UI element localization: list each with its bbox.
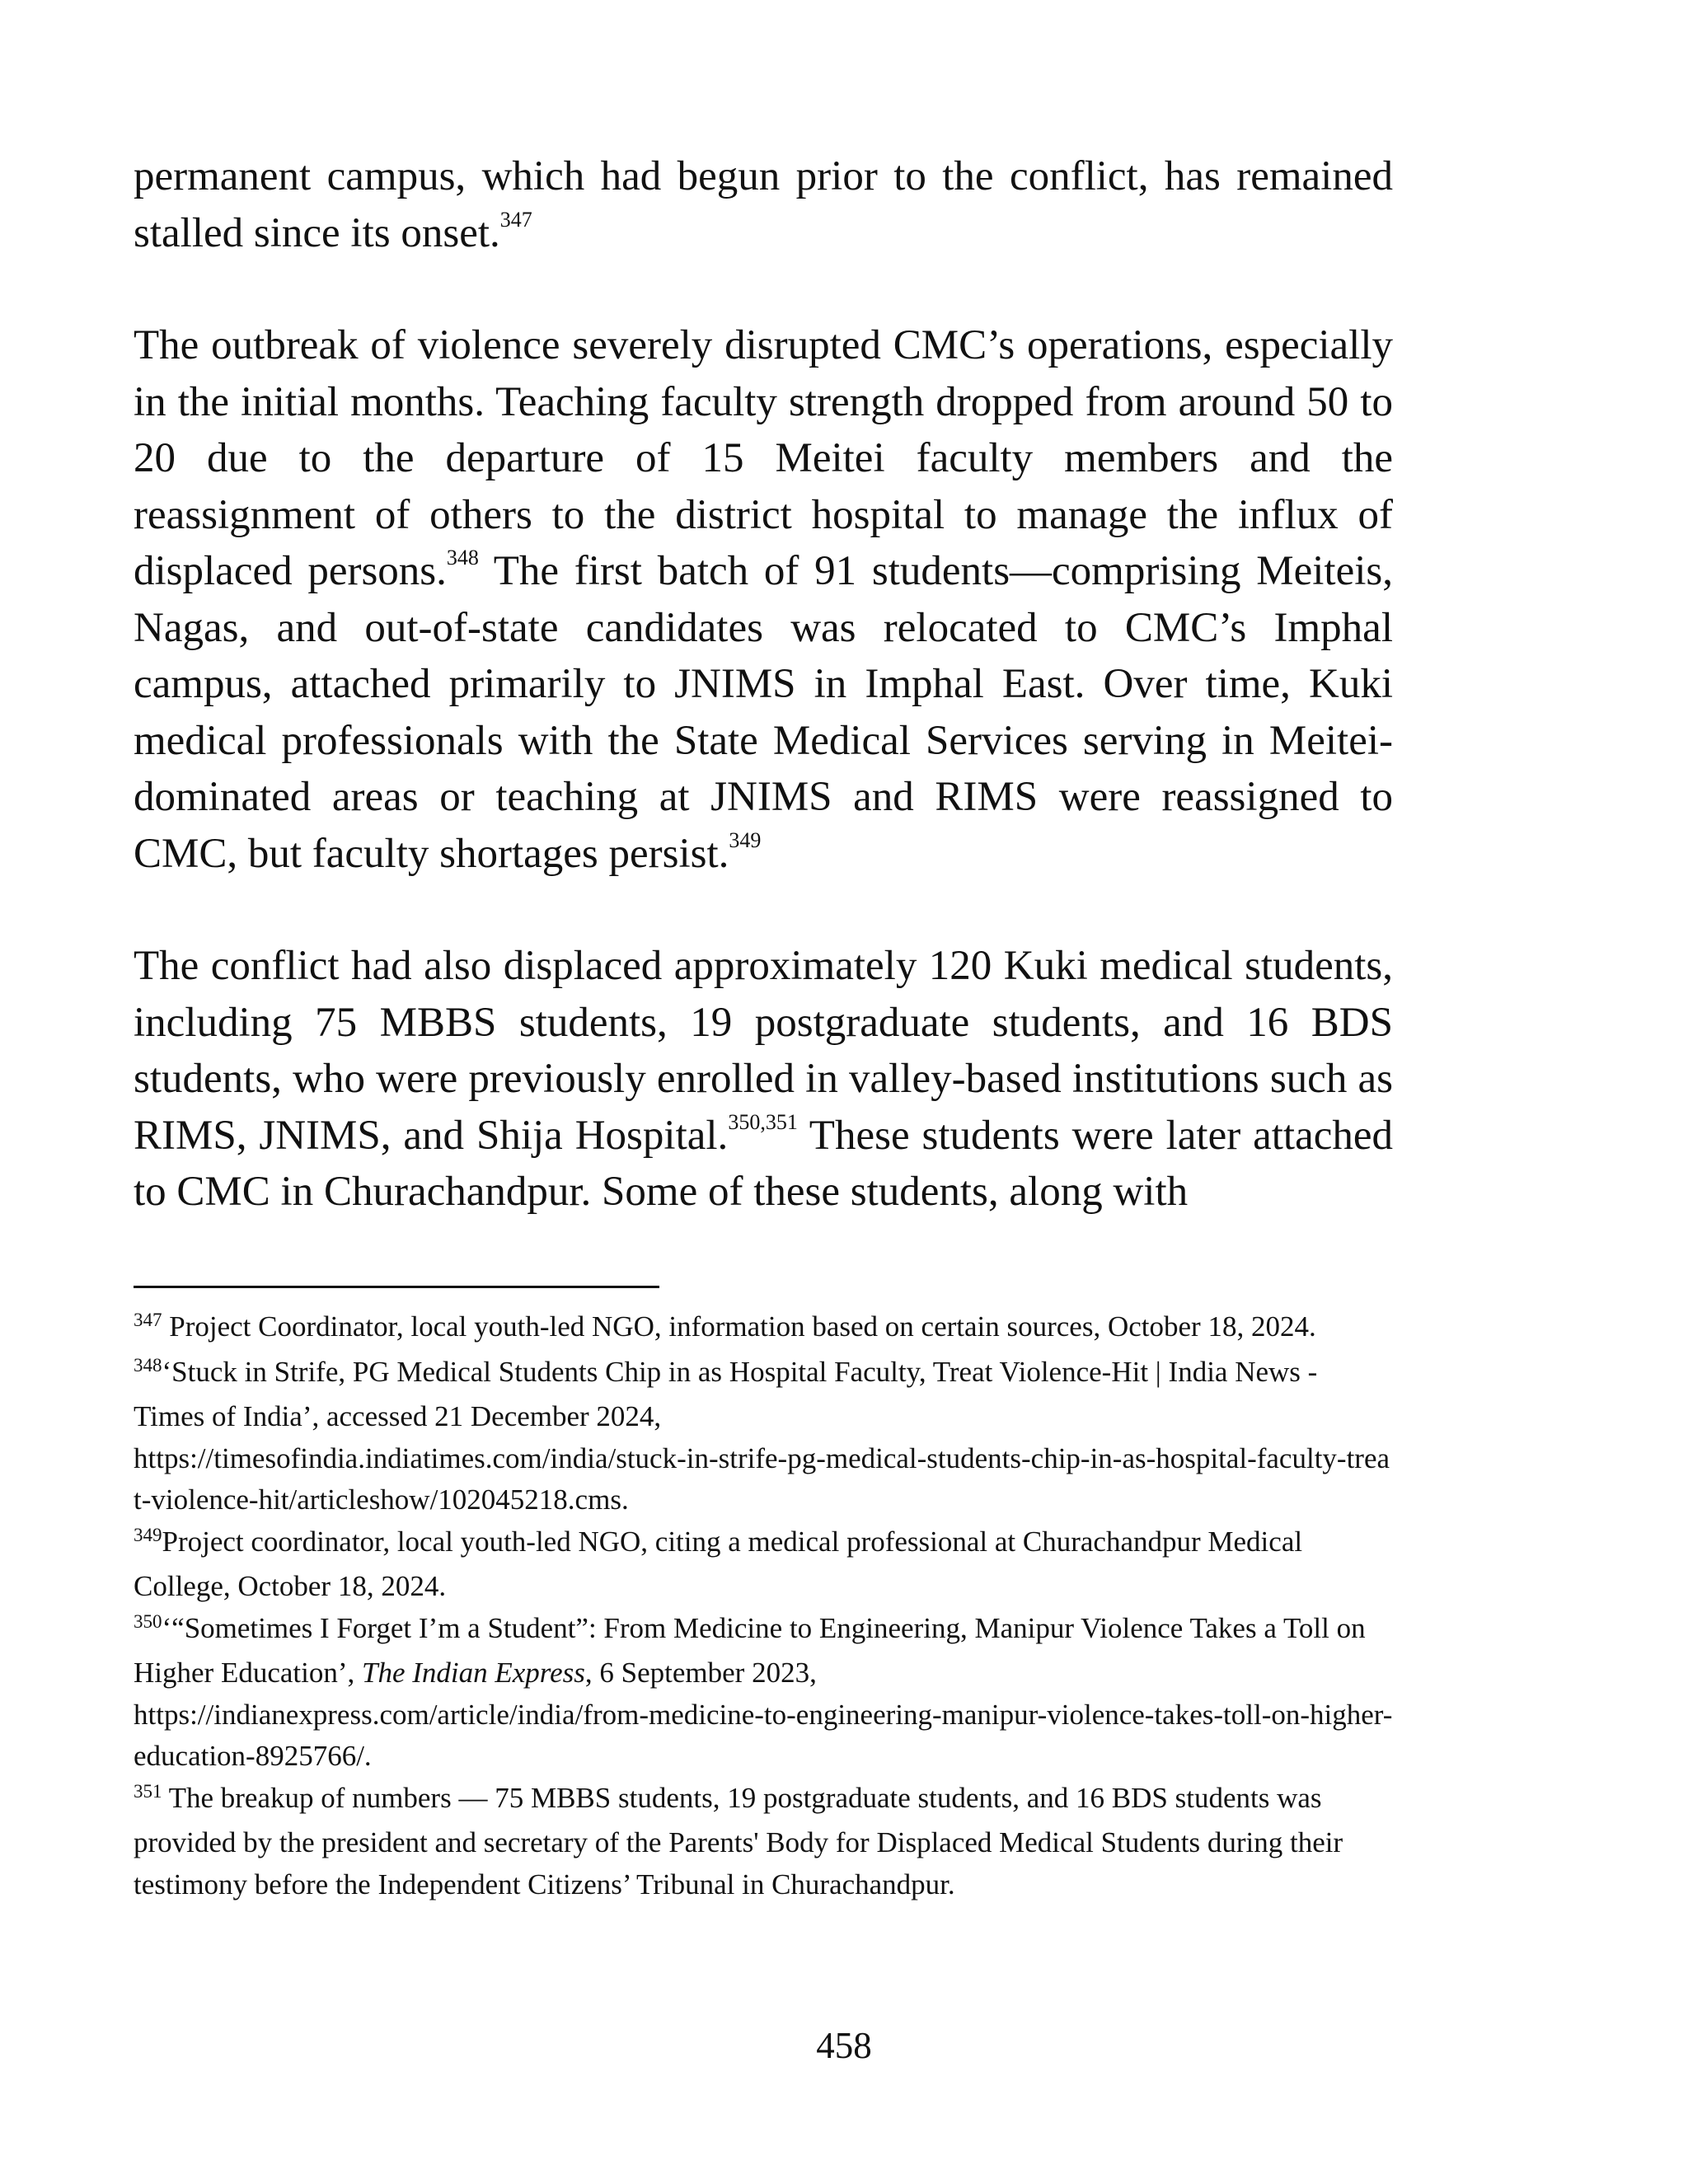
paragraph-3	[134, 938, 1393, 1221]
footnote-number: 348	[134, 1354, 162, 1376]
footnote-separator	[134, 1286, 659, 1288]
footnote-number: 349	[134, 1524, 162, 1545]
footnote-number: 347	[134, 1310, 162, 1330]
footnote-349	[134, 1521, 1393, 1608]
paragraph-1	[134, 148, 1393, 261]
footnote-ref-350-351[interactable]: 350,351	[728, 1109, 798, 1134]
paragraph-2-text-a: The outbreak of violence severely disrupted CMC’s operations, especially in the initial months. Teaching faculty strength dropped from around 50 to 20 due to the departure of 15 Meitei faculty members and the reassignment of others to the district hospital to manage the influx of displaced persons.	[134, 322, 1393, 594]
footnote-text-b: , 6 September 2023,	[584, 1657, 817, 1689]
footnote-text: Project coordinator, local youth-led NGO, citing a medical professional at Churachandpur Medical College, October 18, 2024.	[134, 1525, 1303, 1602]
footnote-number: 350	[134, 1610, 162, 1632]
paragraph-2	[134, 317, 1393, 882]
footnote-347	[134, 1306, 1393, 1352]
footnote-ref-348[interactable]: 348	[446, 546, 479, 569]
page-number: 458	[816, 2025, 872, 2066]
footnote-348	[134, 1352, 1393, 1438]
footnote-350	[134, 1608, 1393, 1694]
footnote-350-link[interactable]: https://indianexpress.com/article/india/from-medicine-to-engineering-manipur-violence-takes-toll-on-higher-education-8925766/.	[134, 1698, 1393, 1772]
paragraph-2-text-b: The first batch of 91 students—comprising Meiteis, Nagas, and out-of-state candidates was relocated to CMC’s Imphal campus, attached primarily to JNIMS in Imphal East. Over time, Kuki medical professionals with the State Medical Services serving in Meitei-dominated areas or teaching at JNIMS and RIMS were reassigned to CMC, but faculty shortages persist.	[134, 548, 1393, 877]
footnote-text: The breakup of numbers — 75 MBBS students, 19 postgraduate students, and 16 BDS students was provided by the president and secretary of the Parents' Body for Displaced Medical Students during their testimony before the Independent Citizens’ Tribunal in Churachandpur.	[134, 1781, 1343, 1900]
paragraph-3-text-a: The conflict had also displaced approximately 120 Kuki medical students, including 75 MBBS students, 19 postgraduate students, and 16 BDS students, who were previously enrolled in valley-based institutions such as RIMS, JNIMS, and Shija Hospital.	[134, 943, 1393, 1159]
footnote-ref-349[interactable]: 349	[729, 827, 762, 852]
footnote-text: ‘Stuck in Strife, PG Medical Students Chip in as Hospital Faculty, Treat Violence-Hit | India News - Times of India’, accessed 21 December 2024,	[134, 1355, 1318, 1432]
body-text	[134, 148, 1393, 1221]
footnote-publication: The Indian Express	[362, 1657, 585, 1689]
paragraph-3-text-b: These students were later attached to CMC in Churachandpur. Some of these students, along with	[134, 1112, 1393, 1215]
footnote-ref-347[interactable]: 347	[499, 207, 532, 232]
footnote-348-link[interactable]: https://timesofindia.indiatimes.com/india/stuck-in-strife-pg-medical-students-chip-in-as-hospital-faculty-treat-violence-hit/articleshow/102045218.cms.	[134, 1441, 1390, 1516]
footnotes	[134, 1306, 1393, 1905]
paragraph-1-text: permanent campus, which had begun prior to the conflict, has remained stalled since its onset.	[134, 153, 1393, 256]
footnote-text-a: ‘“Sometimes I Forget I’m a Student”: From Medicine to Engineering, Manipur Violence Takes a Toll on Higher Education’,	[134, 1611, 1366, 1689]
footnote-number: 351	[134, 1780, 162, 1802]
footnote-351	[134, 1778, 1393, 1906]
footnote-text: Project Coordinator, local youth-led NGO, information based on certain sources, October 18, 2024.	[162, 1310, 1316, 1343]
